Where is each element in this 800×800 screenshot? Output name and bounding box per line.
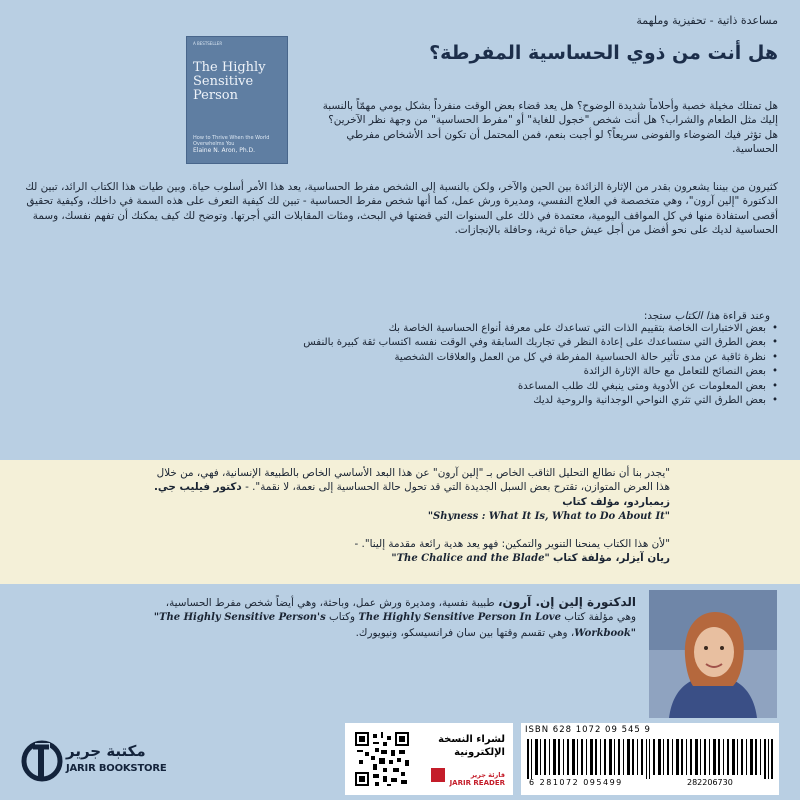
author-book-1: The Highly Sensitive: [358, 612, 475, 624]
testimonial-eisler: [150, 537, 670, 567]
testimonial-attribution: ريان آيزلر، مؤلفة كتاب: [552, 552, 670, 565]
bullets-intro-prefix: وعند قراءة: [719, 310, 770, 322]
intro-paragraph-text: هل تمتلك مخيلة خصبة وأحلاماً شديدة الوضوح؟ هل يعد قضاء بعض الوقت منفرداً بشكل يومي مهمّاً بالنسبة إليك مثل الطعام والشراب؟ هل أنت شخص "خجول للغاية" أو "مفرط الحساسية" من وجهة نظر الآخرين؟ هل تؤثر فيك الضوضاء والفوضى سريعاً؟ لو أجبت بنعم، فمن المحتمل أن تكون أحد الأشخاص مفرطي الحساسية.: [322, 100, 778, 156]
thumbnail-subtitle: How to Thrive When the World Overwhelms You: [193, 135, 270, 147]
benefits-list: [160, 322, 778, 408]
book-reader-icon: [431, 768, 445, 782]
category-label: مساعدة ذاتية - تحفيزية وملهمة: [636, 14, 778, 27]
testimonial-zimbardo: [150, 466, 670, 525]
list-item: • بعض الاختبارات الخاصة بتقييم الذات التي تساعدك على معرفة أنواع الحساسية الخاصة بك: [160, 322, 778, 336]
ebook-label-line-1: لشراء النسخة: [438, 734, 505, 745]
ebook-promo-box: [345, 723, 513, 795]
testimonial-book-title: "Shyness : What It Is, What to Do About It": [427, 511, 670, 523]
headline: هل أنت من ذوي الحساسية المفرطة؟: [429, 42, 778, 64]
list-item: • بعض الطرق التي تثري النواحي الوجدانية والروحية لديك: [160, 394, 778, 408]
testimonial-book-row: [150, 509, 670, 524]
author-bio-text-1: طبيبة نفسية، ومديرة ورش عمل، وباحثة، وهي أيضاً شخص مفرط الحساسية، وهي مؤلفة كتاب: [165, 597, 636, 624]
thumbnail-title: The Highly Sensitive Person: [193, 60, 266, 103]
list-item: • بعض الطرق التي ستساعدك على إعادة النظر في تجاربك السابقة وفي الوقت نفسه اكتساب ثقة كبيرة بالنفس: [160, 336, 778, 350]
isbn-top-label: ISBN 628 1072 09 545 9: [525, 725, 651, 735]
testimonial-text: "لأن هذا الكتاب يمنحنا التنوير والتمكين: فهو يعد هدية رائعة مقدمة إلينا". -: [354, 538, 670, 550]
bullets-intro-suffix: ستجد:: [643, 310, 675, 322]
bullets-intro: [644, 310, 770, 322]
thumbnail-author: Elaine N. Aron, Ph.D.: [193, 147, 256, 154]
author-bio: [150, 595, 636, 641]
testimonial-book-title: "The Chalice and the Blade": [391, 553, 550, 565]
isbn-barcode-box: [521, 723, 779, 795]
author-photo: [649, 590, 777, 718]
description-paragraph: كثيرون من بيننا يشعرون بقدر من الإثارة الزائدة بين الحين والآخر، ولكن بالنسبة إلى الشخص مفرط الحساسية، يعد هذا الأمر أسلوب حياة. وبين طيات هذا الكتاب الرائد، تبين لك الدكتورة "إلين آرون"، وهي متخصصة في العلاج النفسي، ومديرة ورش عمل، كما أنها شخص مفرط الحساسية - تبين لك كيفية التعرف على هذه السمة في داخلك، وكيفية تحقيق أقصى استفادة منها في كل المواقف اليومية، معتمدة في ذلك على السنوات التي قضتها في البحث، ومئات المقابلات التي أجرتها. وتوضح لك كيف يمكنك أن تفهم نفسك، وسمة الحساسية لديك على نحو أفضل من أجل عيش حياة ثرية، وحافلة بالإنجازات.: [25, 181, 778, 237]
bullets-intro-emphasis: هذا الكتاب: [674, 310, 720, 322]
testimonial-text: "يجدر بنا أن نطالع التحليل الثاقب الخاص بـ "إلين آرون" عن هذا البعد الأساسي الخاص بالطبيعة الإنسانية، فهي، من خلال هذا العرض المتوازن، تقترح بعض السبل الجديدة التي قد تحول حالة الحساسية إلى نعمة، لا نقمة". -: [156, 467, 670, 494]
qr-code-icon[interactable]: [353, 730, 411, 788]
barcode-number: 6 281072 095499: [529, 778, 623, 787]
author-portrait-icon: [649, 590, 777, 718]
list-item: • بعض النصائح للتعامل مع حالة الإثارة الزائدة: [160, 365, 778, 379]
reader-brand-arabic: قارئة جرير: [470, 771, 505, 779]
store-name-english: JARIR BOOKSTORE: [66, 763, 167, 774]
author-book-3: "The Highly Sensitive Person's Workbook": [153, 612, 636, 639]
store-name-arabic: مكتبة جرير: [66, 742, 146, 760]
product-code: 282206730: [687, 778, 733, 787]
list-item: • بعض المعلومات عن الأدوية ومتى ينبغي لك طلب المساعدة: [160, 380, 778, 394]
testimonial-attribution-row: [150, 551, 670, 566]
author-book-2: Person In Love: [477, 612, 561, 624]
reader-brand: [450, 771, 505, 787]
reader-brand-latin: JARIR READER: [449, 779, 505, 787]
list-item: • نظرة ثاقبة عن مدى تأثير حالة الحساسية المفرطة في كل من العمل والعلاقات الشخصية: [160, 351, 778, 365]
intro-paragraph: [22, 99, 778, 157]
ebook-label: [438, 733, 505, 759]
author-name: الدكتورة إلين إن. آرون،: [498, 595, 636, 609]
ebook-label-line-2: الإلكترونية: [454, 747, 505, 758]
testimonial-attribution: دكتور فيليب جي. زيمباردو، مؤلف كتاب: [153, 481, 670, 508]
thumbnail-top-line: A BESTSELLER: [193, 41, 223, 46]
author-bio-text-2: وكتاب: [325, 611, 359, 624]
barcode-icon: [527, 739, 773, 779]
author-bio-text-3: ، وهي تقسم وقتها بين سان فرانسيسكو، ونيويورك.: [355, 626, 575, 639]
